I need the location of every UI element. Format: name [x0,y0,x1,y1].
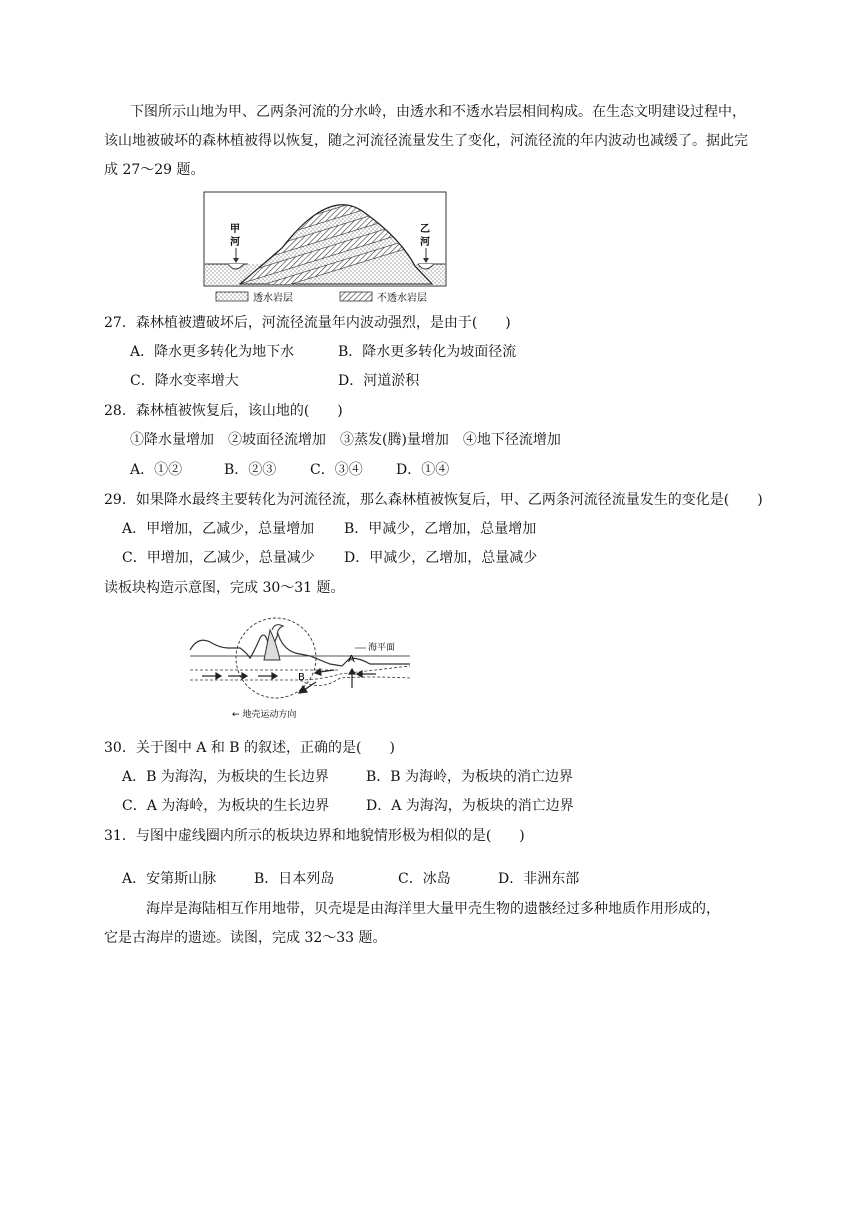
q31-option-c: C．冰岛 [398,871,451,887]
plate-tectonics-figure [180,608,420,723]
intro1-line2: 该山地被破坏的森林植被得以恢复，随之河流径流量发生了变化，河流径流的年内波动也减缓了。据此完 [104,133,748,149]
q28-option-c: C．③④ [310,462,363,478]
legend-permeable-swatch [216,292,248,301]
intro2: 读板块构造示意图，完成 30～31 题。 [104,580,345,596]
q30-option-c: C．A 为海岭，为板块的生长边界 [122,798,330,814]
watershed-cross-section-figure [200,188,450,308]
q28-items: ①降水量增加 ②坡面径流增加 ③蒸发(腾)量增加 ④地下径流增加 [130,432,561,448]
q30-stem: 30．关于图中 A 和 B 的叙述，正确的是( ) [104,740,395,756]
q30-option-a: A．B 为海沟，为板块的生长边界 [122,769,329,785]
legend-impermeable-label: 不透水岩层 [377,293,427,304]
intro3-line2: 它是古海岸的遗迹。读图，完成 32～33 题。 [104,930,387,946]
q27-option-c: C．降水变率增大 [130,373,239,389]
q30-option-d: D．A 为海沟，为板块的消亡边界 [366,798,574,814]
q31-option-a: A．安第斯山脉 [122,871,217,887]
q29-option-d: D．甲减少，乙增加，总量减少 [344,550,538,566]
river-yi-label-2: 河 [420,237,430,248]
q27-option-b: B．降水更多转化为坡面径流 [338,344,517,360]
crust-motion-legend: ← 地壳运动方向 [232,710,297,720]
q28-stem: 28．森林植被恢复后，该山地的( ) [104,403,343,419]
q28-option-b: B．②③ [224,462,277,478]
intro1-line3: 成 27～29 题。 [104,162,205,178]
sea-level-label: 海平面 [368,643,396,653]
intro1-line1: 下图所示山地为甲、乙两条河流的分水岭，由透水和不透水岩层相间构成。在生态文明建设过程中， [130,104,746,120]
q29-stem: 29．如果降水最终主要转化为河流径流，那么森林植被恢复后，甲、乙两条河流径流量发生的变化是( ) [104,492,763,508]
q27-option-d: D．河道淤积 [338,373,420,389]
q28-option-d: D．①④ [396,462,450,478]
intro3-line1: 海岸是海陆相互作用地带，贝壳堤是由海洋里大量甲壳生物的遗骸经过多种地质作用形成的， [146,901,720,917]
legend-permeable-label: 透水岩层 [253,293,293,304]
river-jia-label-2: 河 [230,237,240,248]
q29-option-a: A．甲增加，乙减少，总量增加 [122,521,315,537]
legend-impermeable-swatch [340,292,372,301]
label-a: A [348,654,355,665]
river-yi-label-1: 乙 [420,224,430,235]
q28-option-a: A．①② [130,462,183,478]
river-jia-label-1: 甲 [230,224,240,235]
q27-option-a: A．降水更多转化为地下水 [130,344,295,360]
q29-option-b: B．甲减少，乙增加，总量增加 [344,521,537,537]
q27-stem: 27．森林植被遭破坏后，河流径流量年内波动强烈，是由于( ) [104,315,511,331]
q29-option-c: C．甲增加，乙减少，总量减少 [122,550,315,566]
q31-option-d: D．非洲东部 [498,871,580,887]
motion-arrows [202,669,376,693]
q31-option-b: B．日本列岛 [254,871,335,887]
label-b: B [298,672,305,683]
q30-option-b: B．B 为海岭，为板块的消亡边界 [366,769,574,785]
q31-stem: 31．与图中虚线圈内所示的板块边界和地貌情形极为相似的是( ) [104,828,525,844]
